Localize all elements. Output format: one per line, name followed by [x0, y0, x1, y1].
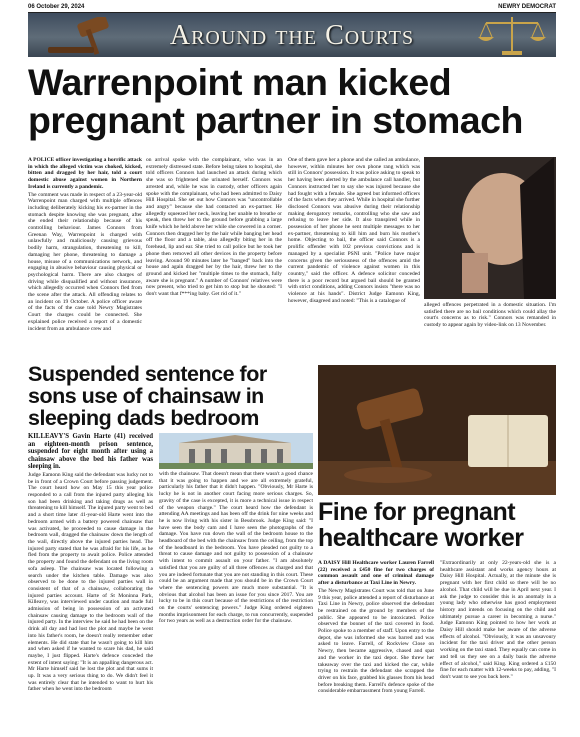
- story2-column-2: [159, 471, 313, 727]
- newspaper-name: NEWRY DEMOCRAT: [498, 4, 556, 10]
- hand-on-face-photo-icon: [424, 157, 556, 299]
- story2-body: Judge Eamonn King said the defendant was lucky not to be in front of a Crown Court before passing judgement. The court heard how on May 15 this year police responded to a call from the injured party alleging his son had been drinking and taking drugs as well as threatening to kill himself. The injured party went to bed and a short time later 41-year-old Harte went into the bedroom armed with a battery powered chainsaw that was activated, he proceeded to cause damage in the bedroom wall, dragged the chainsaw down the length of the wall, directly above the injured parties head. The injured party stated that he was afraid for his life, as he fled from the property to await police. Police attended the property and found the defendant on the living room sofa asleep. The chainsaw was located following a search under the kitchen table. Damage was also observed to be done to the injured parties wall in consistent of that of a chainsaw, collaborating the injured parties account. Harte of St Moninna Park, Killeavy, was interviewed under caution and made full admission of being in possession of an activated chainsaw causing damage to the bedroom wall of the injured party. In the interview he said he had been on the drink all day and had lost the plot and maybe he went into his father's room, he doesn't really remember other elements. He did state that he wasn't going to kill him and when asked if he wanted to scare his dad, he said maybe, I just flipped. Harte's defence conceded the extent of intent saying: "It is an appalling dangerous act. Mr Harte himself said he lost the plot and that sums it up. It was a very serious thing to do. We didn't feel it was entirely clear that he intended to want to hurt his father when he went into the bedroom: [28, 471, 153, 693]
- story1-column-3: [288, 157, 420, 363]
- story2-lead: KILLEAVY'S Gavin Harte (41) received an eighteen-month prison sentence, suspended for eight month after using a chainsaw above the bed his father was sleeping in.: [28, 433, 153, 471]
- story2-headline: Suspended sentence for sons use of chainsaw in sleeping dads bedroom: [28, 362, 267, 430]
- story1-lead: A POLICE officer investigating a horrific attack in which the alleged victim was choked, kicked, bitten and dragged by her hair, told a court domestic abuse against women in Northern Ireland is currently a pandemic.: [28, 157, 142, 190]
- story1-photo: [424, 157, 556, 299]
- story3-body: The Newry Magistrates Court was told that on June 9 this year, police attended a report of disturbance at Taxi Line in Newry, police observed the defendant be restrained on the ground by members of the public. She appeared to be intoxicated. Police observed the bonnet of the taxi covered in food. Police spoke to a member of staff. Upon entry to the depot, she was informed she was barred and was asked to leave. Farrell, of Rockview Close on Newry, then became aggressive, chased and spat and the worker in the taxi depot. She threw her takeaway over the taxi and kicked the car, while trying to restrain the defendant she scrapped the driver on his face, grabbed his glasses from his head before breaking them. Farrell's defence spoke of the considerable embarrassment from young Farrell.: [318, 587, 434, 695]
- story2-column-1: [28, 433, 153, 727]
- courthouse-photo-icon: [159, 433, 313, 469]
- story1-col3-text: One of them gave her a phone and she called an ambulance, however, within minutes her own phone rang which was still in Connors' possession. It was police asking to speak to her having been alerted by the ambulance call handler, but Connors instructed her to say she was injured because she had fought with a female. She agreed but informed officers of the facts when they arrived. While in hospital she further disclosed Connors was abusive during their relationship making derogatory remarks, controlling who she saw and refusing to leave her side. It also transpired while in possession of her phone he sent multiple messages to her ex-partner, threatening to kill him and burn his mother's home. Objecting to bail, the officer said Connors is a prolific offender with 102 previous convictions and is managed by a specialist PSNI unit. "Police have major concerns given the seriousness of the offences amid the current pandemic of violence against women in this country," said the officer. A defence solicitor conceded there is a poor record but argued bail should be granted with strict conditions, adding Connors insists "there was no violence at his hands". District Judge Eamonn King, however, disagreed and noted: "This is a catalogue of: [288, 157, 420, 304]
- issue-date: 06 October 29, 2024: [28, 4, 85, 10]
- section-banner: [28, 13, 556, 57]
- gavel-and-book-photo-icon: [318, 365, 556, 495]
- story1-col4-text: alleged offences perpetrated in a domestic situation. I'm satisfied there are no bail conditions which could allay the court's concerns as to risk." Connors was remanded in custody to appear again by video-link on 13 November.: [424, 302, 556, 329]
- story2-col2-text: with the chainsaw. That doesn't mean that there wasn't a good chance that it was going to happen and we are all extremely grateful, particularly his father that it didn't happen. "Obviously, Mr Harte is lucky he is not in another court facing more serious charges. So, gravity of the case is excepted, it is more a technical issue in respect of the weapon charge." The court heard how the defendant is attending AA meetings and has been off the drink for nine weeks and he is now living with his sister in Bessbrook. Judge King said: "I have seen the body cam and I have seen the photographs of the damage. You have run down the wall of the bedroom house to the headboard of the bed with the chainsaw from the ceiling, from the top of the headboard in the bedroom. You have pleaded not guilty to a threat to cause damage and not guilty to possession of a chainsaw with intent to commit assault on your father. "I am absolutely satisfied that you are guilty of all three offences as charged and that you are indeed fortunate that you are not standing in this court. These could be an argument made that you should be in the Crown Court where the sentencing powers are much more substantial. "It is obvious that alcohol has been an issue for you since 2017. You are lucky to be in this court because of the restrictions of the restriction on the courts' sentencing powers." Judge King ordered eighteen months imprisonment for each charge, to run concurrently, suspended for two years as well as a destruction order for the chainsaw.: [159, 471, 313, 625]
- story3-col2-text: "Extraordinarily at only 22-years-old she is a healthcare assistant and works agency hours at Daisy Hill Hospital. Actually, at the minute she is pregnant with her first child so there will be no alcohol. That child will be due in April next year. I ask the judge to consider this is an anomaly in a young lady who otherwise has good employment history and intends on focusing on the child and ultimately pursue a career in becoming a nurse." Judge Eamonn King pointed to how her work at Daisy Hill should make her aware of the adverse effects of alcohol. "Obviously, it was an unsavoury incident for the taxi driver and the other person working on the taxi stand. They equally can come in and tell us they see on a daily basis the adverse effect of alcohol," said King. King ordered a £150 fine for each matter with 12-weeks to pay, adding, "I don't want to see you back here.": [440, 560, 556, 680]
- story3-column-1: [318, 560, 434, 728]
- story2-photo: [159, 433, 313, 469]
- story1-body: The comment was made in respect of a 23-year-old Warrenpoint man charged with multiple offences including deliberately kicking his ex-partner in the stomach despite knowing she was pregnant, after she ended their relationship because of his controlling behaviour. James Connors from Greenan Way, Warrenpoint is charged with unlawfully and maliciously causing grievous bodily harm, strangulation, threatening to kill, damaging her phone, threatening to damage a house, misuse of a communications network, and engaging in abusive behaviour causing physical or psychological harm. There are also charges of driving while disqualified and without insurance, which allegedly occurred when Connors fled from the scene after the attack. All offending relates to an incident on 19 October. A police officer aware of the facts of the case told Newry Magistrates Court the charges could be connected. She explained police received a report of a domestic incident from an ambulance crew and: [28, 191, 142, 332]
- story1-column-1: [28, 157, 142, 363]
- banner-title: Around the Courts: [169, 20, 415, 51]
- story1-col2-text: on arrival spoke with the complainant, who was in an extremely distressed state. Before being taken to hospital, she told officers Connors had launched an attack during which she was so frightened she urinated herself. Connors was arrested and, while he was in custody, other officers again spoke with the complainant, who had been admitted to Daisy Hill Hospital. She set out how Connors was "uncontrollable and angry" because she had contacted an ex-partner. He allegedly squeezed her neck, leaving her unable to breathe or speak, then threw her to the ground before grabbing a large knife which he held above her while she cowered in a corner. Connors then dragged her by the hair while banging her head off the floor and a table, also allegedly biting her in the forehead, lip and ear. She tried to call police but he took her phone then removed all other devices in the property before leaving. Around 90 minutes later he "banged" back into the house and again dragged her by the hair, threw her to the ground and kicked her "multiple times to the stomach, fully aware she is pregnant." A number of Connors' relatives were now present, who tried to get him to stop but he shouted: "I don't want that f***ing baby. Get rid of it.": [146, 157, 282, 298]
- story1-column-2: [146, 157, 282, 363]
- story1-column-4: [424, 302, 556, 364]
- story1-headline: Warrenpoint man kicked pregnant partner in stomach: [28, 61, 523, 142]
- story3-photo: [318, 365, 556, 495]
- page-header-strip: [28, 2, 556, 13]
- story3-column-2: [440, 560, 556, 728]
- story3-headline: Fine for pregnant healthcare worker: [318, 498, 524, 552]
- story3-lead: A DAISY Hill Healthcare worker Lauren Farrell (22) received a £450 fine for two charges of common assault and one of criminal damage after a disturbance at Taxi Line in Newry.: [318, 560, 434, 587]
